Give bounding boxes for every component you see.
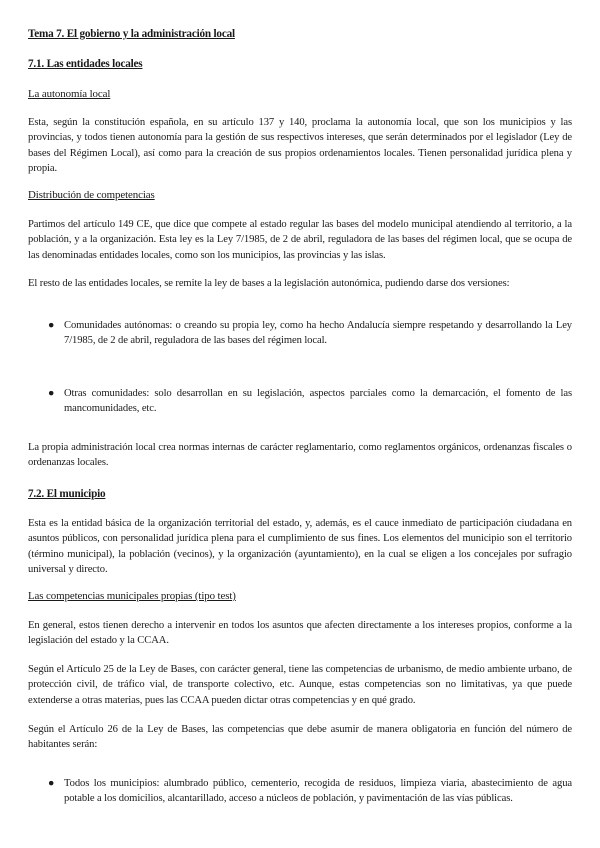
list-item <box>48 318 572 349</box>
list-item <box>48 776 572 807</box>
list-item-text: Todos los municipios: alumbrado público, cementerio, recogida de residuos, limpieza viaria, abastecimiento de agua potable a los domicilios, alcantarillado, acceso a núcleos de población, y pavimentación de las vías públicas. <box>64 778 572 805</box>
list-item-text: Comunidades autónomas: o creando su propia ley, como ha hecho Andalucía siempre respetando y desarrollando la Ley 7/1985, de 2 de abril, reguladora de las bases del régimen local. <box>64 320 572 347</box>
section-heading-entidades-locales: 7.1. Las entidades locales <box>28 58 143 70</box>
paragraph-competencias-general: En general, estos tienen derecho a intervenir en todos los asuntos que afecten directamente a los intereses propios, conforme a la legislación del estado y la CCAA. <box>28 620 572 647</box>
paragraph-articulo-25: Según el Artículo 25 de la Ley de Bases, con carácter general, tiene las competencias de urbanismo, de medio ambiente urbano, de protección civil, de tráfico vial, de transporte colectivo, etc. Aunque, estas competencias son no limitativas, ya que puede extenderse a otras materias, pues las CCAA pueden dictar otras competencias y en qué grado. <box>28 664 572 706</box>
paragraph-articulo-26: Según el Artículo 26 de la Ley de Bases, las competencias que debe asumir de manera obligatoria en función del número de habitantes serán: <box>28 724 572 751</box>
subheading-autonomia-local: La autonomía local <box>28 88 111 100</box>
section-heading-municipio: 7.2. El municipio <box>28 488 106 500</box>
page-title: Tema 7. El gobierno y la administración local <box>28 28 235 40</box>
bullet-icon: ● <box>48 320 55 331</box>
subheading-distribucion-competencias: Distribución de competencias <box>28 189 155 201</box>
paragraph-administracion-local: La propia administración local crea normas internas de carácter reglamentario, como reglamentos orgánicos, ordenanzas fiscales o ordenanzas locales. <box>28 442 572 469</box>
paragraph-resto-entidades: El resto de las entidades locales, se remite la ley de bases a la legislación autonómica, pudiendo darse dos versiones: <box>28 278 510 289</box>
list-item <box>48 386 572 417</box>
paragraph-municipio: Esta es la entidad básica de la organización territorial del estado, y, además, es el cauce inmediato de participación ciudadana en asuntos públicos, con personalidad jurídica plena para el cumplimiento de sus fines. Los elementos del municipio son el territorio (término municipal), la población (vecinos), y la organización (ayuntamiento), en la cual se eligen a los concejales por sufragio universal y directo. <box>28 518 572 575</box>
paragraph-articulo-149: Partimos del artículo 149 CE, que dice que compete al estado regular las bases del modelo municipal atendiendo al territorio, a la población, y a la organización. Esta ley es la Ley 7/1985, de 2 de abril, reguladora de las bases del régimen local, que se ocupa de las denominadas entidades locales, como son los municipios, las provincias y las islas. <box>28 219 572 261</box>
paragraph-autonomia-local: Esta, según la constitución española, en su artículo 137 y 140, proclama la autonomía local, que son los municipios y las provincias, y todos tienen autonomía para la gestión de sus respectivos intereses, que serán determinados por el legislador (Ley de bases del Régimen Local), así como para la creación de sus propios ordenamientos locales. Tienen personalidad jurídica plena y propia. <box>28 117 572 174</box>
bullet-icon: ● <box>48 388 55 399</box>
list-item-text: Otras comunidades: solo desarrollan en su legislación, aspectos parciales como la demarcación, el fomento de las mancomunidades, etc. <box>64 388 572 415</box>
bullet-icon: ● <box>48 778 55 789</box>
subheading-competencias-municipales: Las competencias municipales propias (tipo test) <box>28 590 236 602</box>
